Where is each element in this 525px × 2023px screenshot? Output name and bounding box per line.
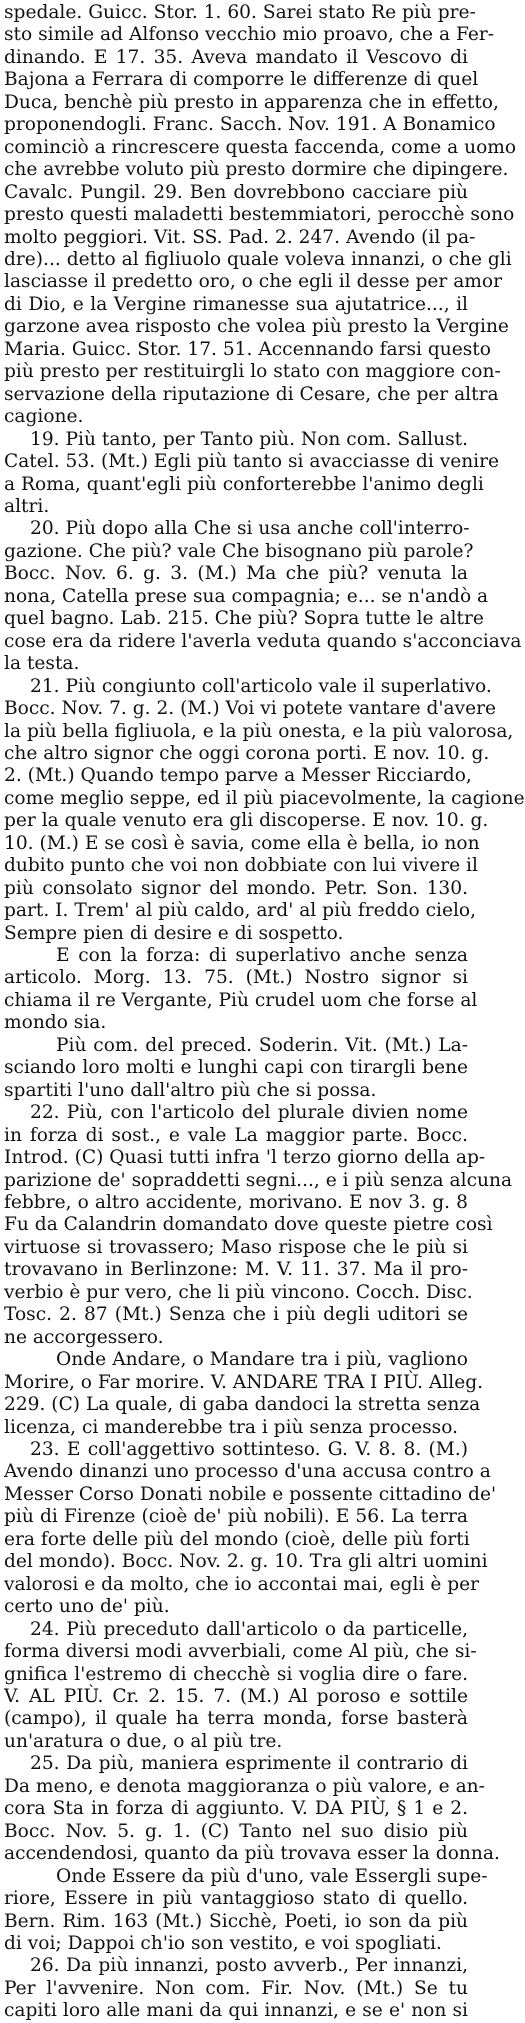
text-line: per la quale venuto era gli discoperse. E nov. 10. g. <box>4 810 489 832</box>
text-line: gnifica l'estremo di checchè si voglia dire o fare. <box>4 1663 468 1685</box>
text-line: altri. <box>4 495 50 517</box>
text-line: proponendogli. Franc. Sacch. Nov. 191. A Bonamico <box>4 114 496 136</box>
text-line: parizione de' sopraddetti segni..., e i più senza alcuna <box>4 1169 513 1191</box>
text-line: Bajona a Ferrara di comporre le differenze di quel <box>4 69 479 91</box>
text-line: Cavalc. Pungil. 29. Ben dovrebbono cacciare più <box>4 181 468 203</box>
text-line: riore, Essere in più vantaggioso stato di quello. <box>4 1888 468 1910</box>
text-line: più presto per restituirgli lo stato con maggiore con- <box>4 361 501 383</box>
text-line: Bocc. Nov. 5. g. 1. (C) Tanto nel suo disio più <box>4 1820 468 1842</box>
text-line: 10. (M.) E se così è savia, come ella è bella, io non <box>4 832 480 854</box>
text-line: 20. Più dopo alla Che si usa anche coll'interro- <box>30 518 470 540</box>
text-line: chiama il re Vergante, Più crudel uom che forse al <box>4 989 478 1011</box>
dictionary-column <box>4 0 525 2023</box>
text-line: Da meno, e denota maggioranza o più valore, e an- <box>4 1775 485 1797</box>
text-line: Onde Essere da più d'uno, vale Essergli supe- <box>56 1865 488 1887</box>
text-line: Duca, benchè più presto in apparenza che in effetto, <box>4 91 499 113</box>
text-line: era forte delle più del mondo (cioè, delle più forti <box>4 1528 470 1550</box>
text-line: accendendosi, quanto da più trovava esser la donna. <box>4 1843 500 1865</box>
text-line: nona, Catella prese sua compagnia; e... se n'andò a <box>4 585 489 607</box>
text-line: spartiti l'uno dall'altro più che si possa. <box>4 1079 377 1101</box>
text-line: del mondo). Bocc. Nov. 2. g. 10. Tra gli altri uomini <box>4 1551 488 1573</box>
text-line: Bern. Rim. 163 (Mt.) Sicchè, Poeti, io son da più <box>4 1910 468 1932</box>
text-line: Tosc. 2. 87 (Mt.) Senza che i più degli uditori se <box>4 1304 468 1326</box>
text-line: cominciò a rincrescere questa faccenda, come a uomo <box>4 136 517 158</box>
text-line: 22. Più, con l'articolo del plurale divien nome <box>30 1102 468 1124</box>
text-line: valorosi e da molto, che io accontai mai, egli è per <box>4 1573 480 1595</box>
text-line: Messer Corso Donati nobile e possente cittadino de' <box>4 1483 497 1505</box>
text-line: forma diversi modi avverbiali, come Al più, che si- <box>4 1641 477 1663</box>
text-line: che altro signor che oggi corona porti. E nov. 10. g. <box>4 742 490 764</box>
text-line: articolo. Morg. 13. 75. (Mt.) Nostro signor si <box>4 967 468 989</box>
text-line: Introd. (C) Quasi tutti infra 'l terzo giorno della ap- <box>4 1147 486 1169</box>
text-line: 25. Da più, maniera esprimente il contrario di <box>30 1753 468 1775</box>
text-line: che avrebbe voluto più presto dormire che dipingere. <box>4 159 509 181</box>
text-line: E con la forza: di superlativo anche senza <box>56 945 468 967</box>
text-line: dre)... detto al figliuolo quale voleva innanzi, o che gli <box>4 248 512 270</box>
text-line: cose era da ridere l'averla veduta quando s'acconciava <box>4 630 522 652</box>
text-line: più di Firenze (cioè de' più nobili). E 56. La terra <box>4 1506 468 1528</box>
text-line: Maria. Guicc. Stor. 17. 51. Accennando farsi questo <box>4 338 491 360</box>
text-line: cagione. <box>4 406 84 428</box>
text-line: servazione della riputazione di Cesare, che per altra <box>4 383 499 405</box>
text-line: Bocc. Nov. 6. g. 3. (M.) Ma che più? venuta la <box>4 563 468 585</box>
text-line: trovavano in Berlinzone: M. V. 11. 37. Ma il pro- <box>4 1259 468 1281</box>
text-line: (campo), il quale ha terra monda, forse basterà <box>4 1708 468 1730</box>
text-line: di voi; Dappoi ch'io son vestito, e voi spogliati. <box>4 1932 442 1954</box>
text-line: licenza, ci manderebbe tra i più senza processo. <box>4 1416 458 1438</box>
text-line: garzone avea risposto che volea più presto la Vergine <box>4 316 509 338</box>
text-line: a Roma, quant'egli più conforterebbe l'animo degli <box>4 473 484 495</box>
text-line: molto peggiori. Vit. SS. Pad. 2. 247. Avendo (il pa- <box>4 226 476 248</box>
text-line: Avendo dinanzi uno processo d'una accusa contro a <box>4 1461 491 1483</box>
text-line: lasciasse il predetto oro, o che egli il desse per amor <box>4 271 503 293</box>
text-line: V. AL PIÙ. Cr. 2. 15. 7. (M.) Al poroso e sottile <box>4 1685 468 1707</box>
text-line: un'aratura o due, o al più tre. <box>4 1730 283 1752</box>
text-line: 229. (C) La quale, di gaba dandoci la stretta senza <box>4 1394 481 1416</box>
text-line: 23. E coll'aggettivo sottinteso. G. V. 8. 8. (M.) <box>30 1439 468 1460</box>
text-line: 21. Più congiunto coll'articolo vale il superlativo. <box>30 675 492 697</box>
text-line: Per l'avvenire. Non com. Fir. Nov. (Mt.) Se tu <box>4 1977 468 1999</box>
text-line: Fu da Calandrin domandato dove queste pietre così <box>4 1214 493 1236</box>
text-line: virtuose si trovassero; Maso rispose che le più si <box>4 1236 468 1258</box>
text-line: in forza di sost., e vale La maggior parte. Bocc. <box>4 1124 468 1146</box>
text-line: certo uno de' più. <box>4 1596 170 1618</box>
text-line: capiti loro alle mani da qui innanzi, e se e' non si <box>4 2000 468 2022</box>
text-line: Sempre pien di desire e di sospetto. <box>4 922 344 944</box>
text-line: dinando. E 17. 35. Aveva mandato il Vescovo di <box>4 46 468 68</box>
text-line: sto simile ad Alfonso vecchio mio proavo, che a Fer- <box>4 24 495 46</box>
text-line: gazione. Che più? vale Che bisognano più parole? <box>4 540 474 562</box>
text-line: 19. Più tanto, per Tanto più. Non com. Sallust. <box>30 428 468 450</box>
text-line: Bocc. Nov. 7. g. 2. (M.) Voi vi potete vantare d'avere <box>4 698 496 720</box>
text-line: mondo sia. <box>4 1012 107 1034</box>
text-line: ne accorgessero. <box>4 1326 164 1348</box>
text-line: Morire, o Far morire. V. ANDARE TRA I PIÙ. Alleg. <box>4 1371 484 1393</box>
text-line: presto questi maladetti bestemmiatori, perocchè sono <box>4 204 515 226</box>
text-line: di Dio, e la Vergine rimanesse sua ajutatrice..., il <box>4 293 468 315</box>
text-line: come meglio seppe, ed il più piacevolmente, la cagione <box>4 787 525 809</box>
text-line: quel bagno. Lab. 215. Che più? Sopra tutte le altre <box>4 608 484 630</box>
text-line: part. I. Trem' al più caldo, ard' al più freddo cielo, <box>4 900 476 922</box>
text-line: Onde Andare, o Mandare tra i più, vagliono <box>56 1349 468 1371</box>
text-line: la più bella figliuola, e la più onesta, e la più valorosa, <box>4 720 514 742</box>
text-line: 26. Da più innanzi, posto avverb., Per innanzi, <box>30 1955 468 1977</box>
text-line: Più com. del preced. Soderin. Vit. (Mt.) La- <box>56 1034 468 1056</box>
text-line: febbre, o altro accidente, morivano. E nov 3. g. 8 <box>4 1192 468 1214</box>
text-line: verbio è pur vero, che li più vincono. Cocch. Disc. <box>4 1281 473 1303</box>
text-line: dubito punto che voi non dobbiate con lui vivere il <box>4 855 478 877</box>
text-line: 24. Più preceduto dall'articolo o da particelle, <box>30 1618 468 1640</box>
text-line: più consolato signor del mondo. Petr. Son. 130. <box>4 877 468 899</box>
text-line: spedale. Guicc. Stor. 1. 60. Sarei stato Re più pre- <box>4 2 476 23</box>
text-line: sciando loro molti e lunghi capi con tirargli bene <box>4 1057 468 1079</box>
text-line: 2. (Mt.) Quando tempo parve a Messer Ricciardo, <box>4 765 472 787</box>
text-line: la testa. <box>4 653 80 675</box>
text-line: Catel. 53. (Mt.) Egli più tanto si avacciasse di venire <box>4 451 500 473</box>
text-line: cora Sta in forza di aggiunto. V. DA PIÙ, § 1 e 2. <box>4 1798 468 1820</box>
